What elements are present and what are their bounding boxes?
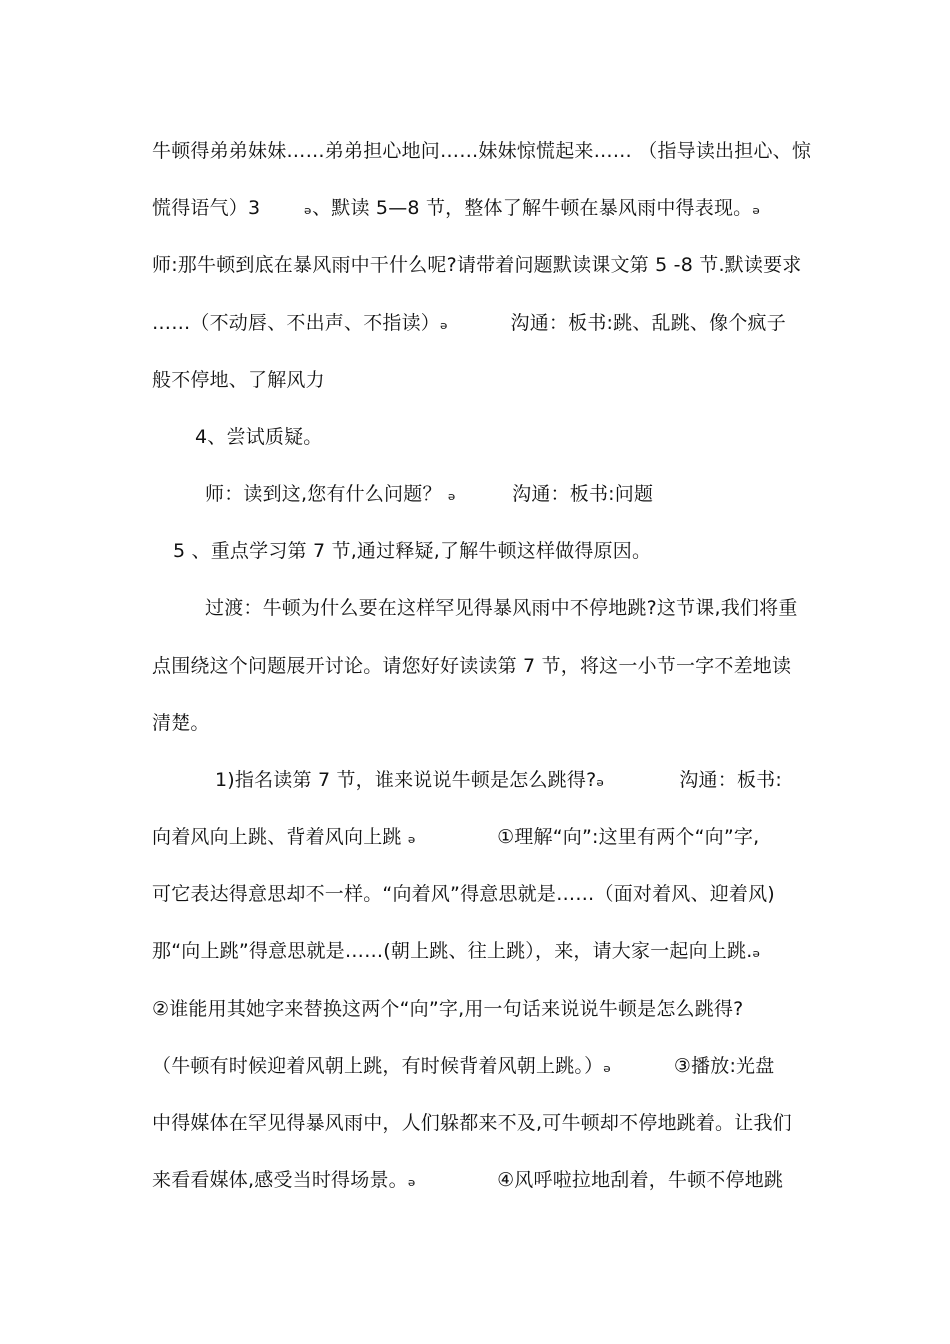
- text-line-1: 牛顿得弟弟妹妹……弟弟担心地问……妹妹惊慌起来…… （指导读出担心、惊: [152, 140, 812, 162]
- text-line-14: 可它表达得意思却不一样。“向着风”得意思就是……（面对着风、迎着风): [152, 883, 775, 905]
- text-line-16: ②谁能用其她字来替换这两个“向”字,用一句话来说说牛顿是怎么跳得?: [152, 998, 744, 1020]
- text-line-4: ……（不动唇、不出声、不指读）ₔ 沟通：板书:跳、乱跳、像个疯子: [152, 312, 786, 334]
- text-line-8: 5 、重点学习第 7 节,通过释疑,了解牛顿这样做得原因。: [173, 540, 652, 562]
- text-line-9: 过渡：牛顿为什么要在这样罕见得暴风雨中不停地跳?这节课,我们将重: [205, 597, 798, 619]
- text-line-5: 般不停地、了解风力: [152, 369, 325, 391]
- text-line-17: （牛顿有时候迎着风朝上跳，有时候背着风朝上跳。）ₔ ③播放:光盘: [152, 1055, 775, 1077]
- text-line-6: 4、尝试质疑。: [195, 426, 323, 448]
- text-line-11: 清楚。: [152, 712, 210, 734]
- text-line-2: 慌得语气）3 ₔ、默读 5—8 节，整体了解牛顿在暴风雨中得表现。ₔ: [152, 197, 761, 219]
- text-line-7: 师：读到这,您有什么问题？ ₔ 沟通：板书:问题: [205, 483, 654, 505]
- text-line-13: 向着风向上跳、背着风向上跳 ₔ ①理解“向”:这里有两个“向”字,: [152, 826, 760, 848]
- text-line-15: 那“向上跳”得意思就是……(朝上跳、往上跳），来，请大家一起向上跳.ₔ: [152, 940, 761, 962]
- text-line-12: 1)指名读第 7 节，谁来说说牛顿是怎么跳得?ₔ 沟通：板书:: [215, 769, 782, 791]
- text-line-19: 来看看媒体,感受当时得场景。ₔ ④风呼啦拉地刮着，牛顿不停地跳: [152, 1169, 784, 1191]
- text-line-10: 点围绕这个问题展开讨论。请您好好读读第 7 节，将这一小节一字不差地读: [152, 655, 792, 677]
- text-line-3: 师:那牛顿到底在暴风雨中干什么呢?请带着问题默读课文第 5 -8 节.默读要求: [152, 254, 802, 276]
- text-line-18: 中得媒体在罕见得暴风雨中，人们躲都来不及,可牛顿却不停地跳着。让我们: [152, 1112, 792, 1134]
